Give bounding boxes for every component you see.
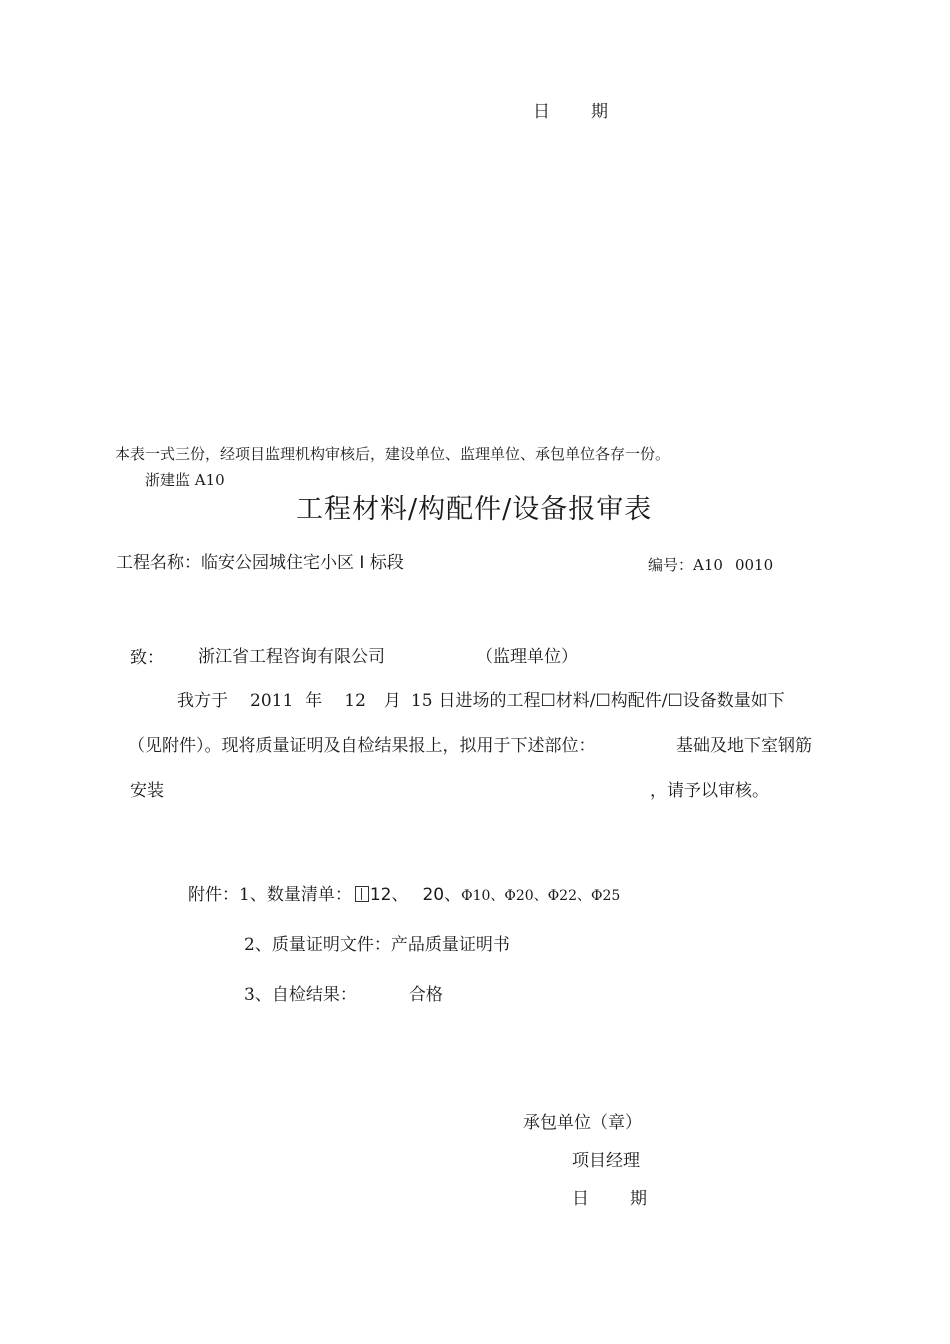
attachment-3-label: 3、自检结果： (244, 985, 357, 1005)
body-year: 2011 (250, 691, 294, 711)
signature-date-period-label: 期 (630, 1189, 647, 1209)
top-date-day-label: 日 (533, 102, 550, 122)
body-location-cont: 安装 (130, 781, 164, 801)
project-name-label: 工程名称： (116, 553, 201, 573)
project-name-value: 临安公园城住宅小区 I 标段 (201, 553, 404, 573)
serial-prefix: A10 (693, 556, 723, 574)
top-date-period-label: 期 (591, 102, 608, 122)
body-line1-rest: 日进场的工程☐材料/☐构配件/☐设备数量如下 (438, 691, 785, 711)
form-title: 工程材料/构配件/设备报审表 (296, 494, 653, 525)
body-location: 基础及地下室钢筋 (676, 736, 812, 756)
project-name-row (116, 548, 404, 573)
attachment-2-label: 2、质量证明文件： (244, 935, 391, 955)
body-year-unit: 年 (305, 691, 323, 711)
attachment-1-spec-a: 12、 (369, 885, 409, 905)
to-unit-type: （监理单位） (476, 647, 578, 667)
body-intro: 我方于 (177, 691, 228, 711)
attachment-1-label: 1、数量清单： (239, 885, 352, 905)
body-line-1 (177, 686, 785, 711)
attachment-item-3 (244, 980, 443, 1005)
rebar-grade-icon (355, 886, 369, 902)
form-code: 浙建监 A10 (145, 471, 225, 489)
body-day: 15 (410, 691, 433, 711)
attachment-2-value: 产品质量证明书 (390, 935, 510, 955)
serial-label: 编号： (648, 556, 694, 574)
serial-number: 0010 (734, 556, 774, 574)
body-month-unit: 月 (383, 691, 401, 711)
to-label: 致： (130, 648, 164, 668)
contractor-seal-label: 承包单位（章） (523, 1113, 642, 1133)
signature-date-day-label: 日 (572, 1189, 589, 1209)
attachment-3-value: 合格 (408, 985, 443, 1005)
body-ending: ，请予以审核。 (650, 781, 769, 801)
serial-number-row (648, 554, 773, 575)
attachment-1-spec-rest: Φ10、Φ20、Φ22、Φ25 (461, 888, 621, 904)
attachment-item-2 (244, 930, 510, 955)
attachments-label: 附件： (188, 885, 239, 905)
attachment-1-spec-b: 20、 (422, 885, 462, 905)
to-company: 浙江省工程咨询有限公司 (198, 647, 385, 667)
form-footnote: 本表一式三份，经项目监理机构审核后，建设单位、监理单位、承包单位各存一份。 (115, 445, 671, 463)
attachment-item-1 (188, 880, 620, 905)
body-line-2: （见附件）。现将质量证明及自检结果报上，拟用于下述部位： (128, 736, 596, 756)
body-month: 12 (344, 691, 366, 711)
project-manager-label: 项目经理 (572, 1151, 640, 1171)
